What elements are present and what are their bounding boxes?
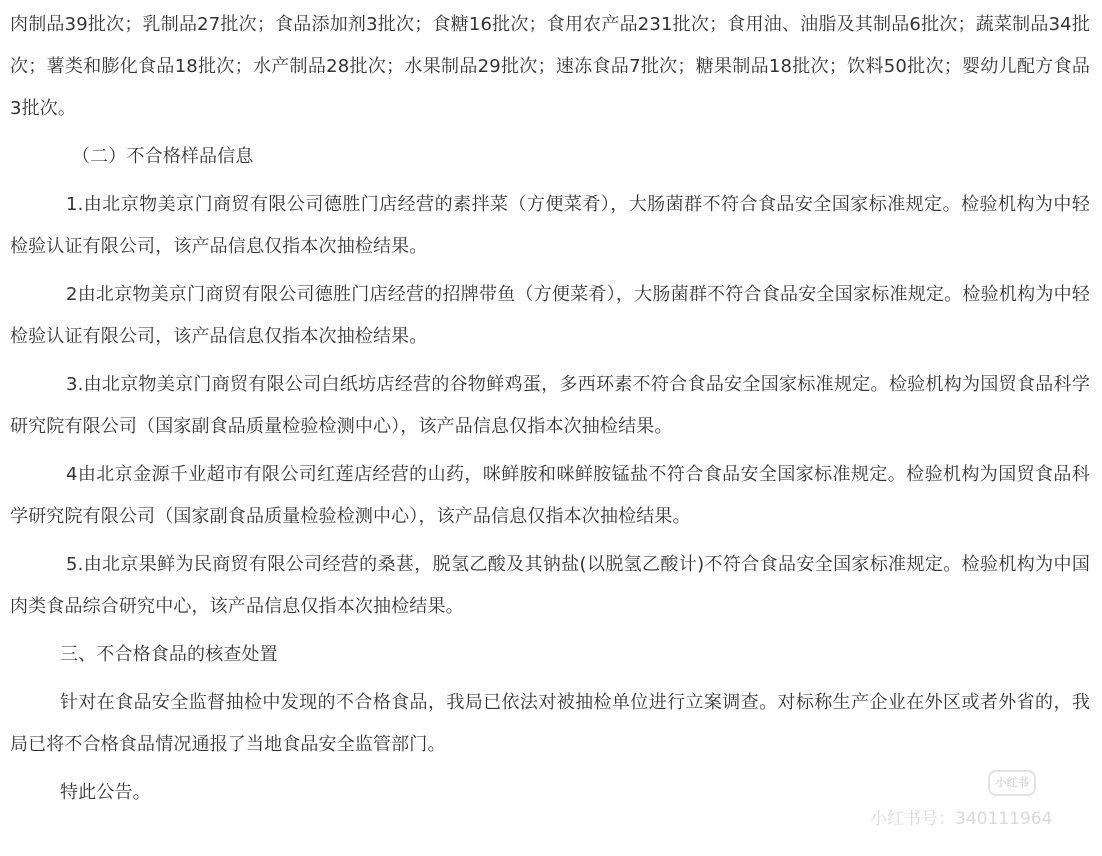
unqualified-item-3: 3.由北京物美京门商贸有限公司白纸坊店经营的谷物鲜鸡蛋，多西环素不符合食品安全国家标准规定。检验机构为国贸食品科学研究院有限公司（国家副食品质量检验检测中心），该产品信息仅指本次抽检结果。	[10, 374, 1090, 437]
unqualified-samples-heading: （二）不合格样品信息	[72, 146, 254, 167]
unqualified-item-5: 5.由北京果鲜为民商贸有限公司经营的桑葚，脱氢乙酸及其钠盐(以脱氢乙酸计)不符合食品安全国家标准规定。检验机构为中国肉类食品综合研究中心，该产品信息仅指本次抽检结果。	[10, 554, 1090, 617]
document-body	[10, 4, 1090, 814]
watermark-text: 小红书号：340111964	[870, 809, 1053, 829]
closing-statement: 特此公告。	[60, 782, 151, 803]
unqualified-item-1: 1.由北京物美京门商贸有限公司德胜门店经营的素拌菜（方便菜肴），大肠菌群不符合食品安全国家标准规定。检验机构为中轻检验认证有限公司，该产品信息仅指本次抽检结果。	[10, 194, 1090, 257]
section-three-heading: 三、不合格食品的核查处置	[60, 644, 278, 665]
unqualified-item-2: 2由北京物美京门商贸有限公司德胜门店经营的招牌带鱼（方便菜肴），大肠菌群不符合食品安全国家标准规定。检验机构为中轻检验认证有限公司，该产品信息仅指本次抽检结果。	[10, 284, 1090, 347]
section-three-body: 针对在食品安全监督抽检中发现的不合格食品，我局已依法对被抽检单位进行立案调查。对标称生产企业在外区或者外省的，我局已将不合格食品情况通报了当地食品安全监管部门。	[10, 692, 1090, 755]
unqualified-item-4: 4由北京金源千业超市有限公司红莲店经营的山药，咪鲜胺和咪鲜胺锰盐不符合食品安全国家标准规定。检验机构为国贸食品科学研究院有限公司（国家副食品质量检验检测中心），该产品信息仅指本次抽检结果。	[10, 464, 1090, 527]
category-counts-paragraph: 肉制品39批次；乳制品27批次；食品添加剂3批次；食糖16批次；食用农产品231批次；食用油、油脂及其制品6批次；蔬菜制品34批次；薯类和膨化食品18批次；水产制品28批次；水果制品29批次；速冻食品7批次；糖果制品18批次；饮料50批次；婴幼儿配方食品3批次。	[10, 14, 1090, 119]
watermark-logo-icon: 小红书	[988, 770, 1036, 796]
